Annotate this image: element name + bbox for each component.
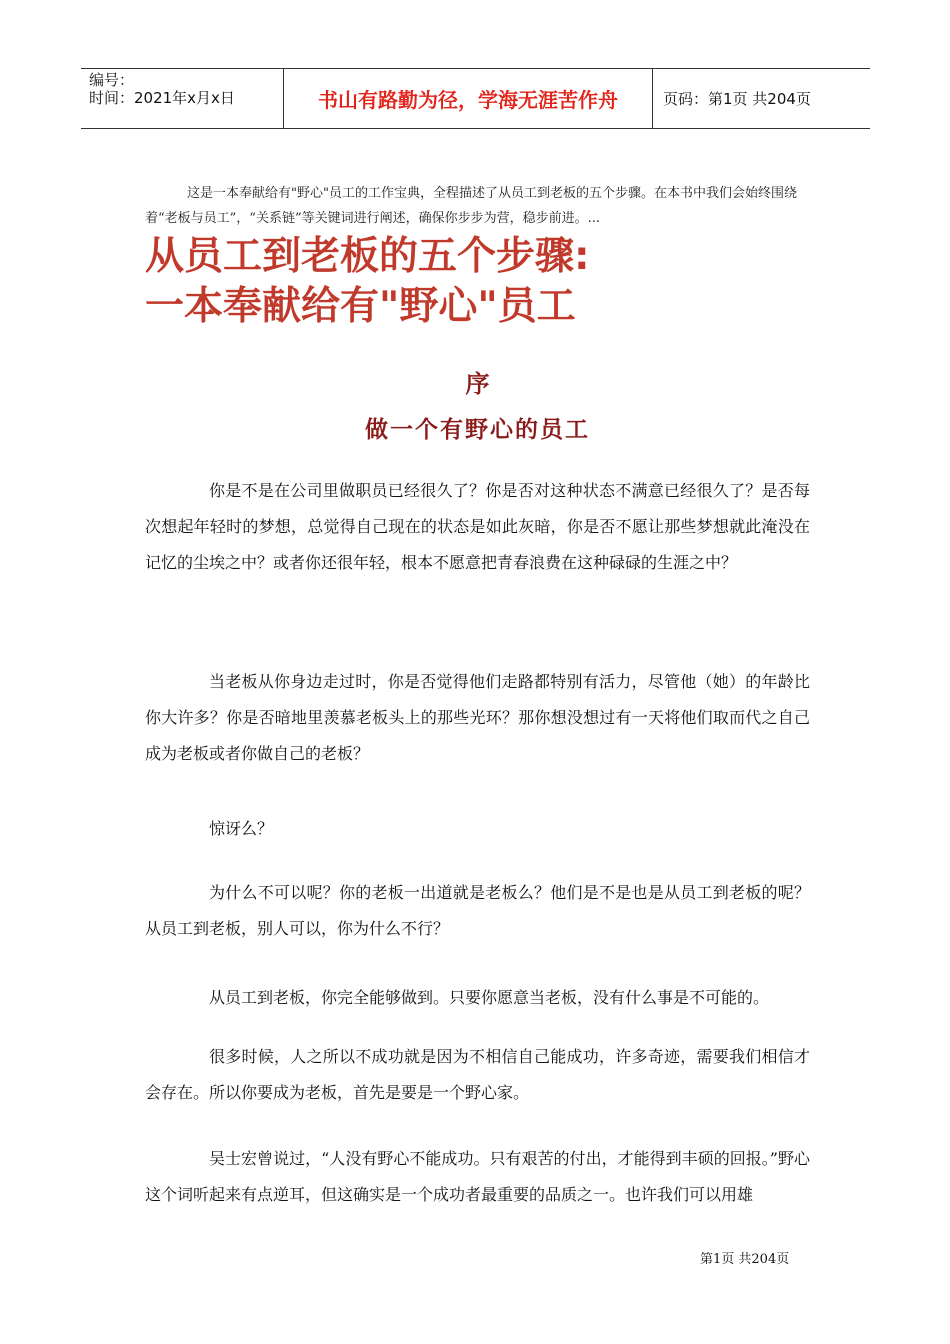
body-paragraph-6 — [145, 1039, 810, 1111]
body-paragraph-7 — [145, 1141, 810, 1213]
header-page-info: 页码：第1页 共204页 — [663, 90, 811, 108]
paragraph-text: 为什么不可以呢？你的老板一出道就是老板么？他们是不是也是从员工到老板的呢？从员工到老板，别人可以，你为什么不行？ — [145, 883, 810, 938]
paragraph-text: 惊讶么？ — [209, 819, 274, 838]
paragraph-text: 当老板从你身边走过时，你是否觉得他们走路都特别有活力，尽管他（她）的年龄比你大许多？你是否暗地里羡慕老板头上的那些光环？那你想没想过有一天将他们取而代之自己成为老板或者你做自己的老板？ — [145, 672, 810, 763]
document-date-label: 时间：2021年x月x日 — [89, 89, 235, 107]
paragraph-text: 从员工到老板，你完全能够做到。只要你愿意当老板，没有什么事是不可能的。 — [209, 988, 770, 1007]
header-table — [81, 68, 870, 129]
intro-summary — [145, 181, 810, 231]
body-paragraph-1 — [145, 473, 810, 581]
header-motto: 书山有路勤为径，学海无涯苦作舟 — [283, 69, 653, 128]
book-title-line-1: 从员工到老板的五个步骤: — [145, 234, 590, 279]
book-title — [145, 232, 845, 332]
book-title-line-2: 一本奉献给有"野心"员工 — [145, 284, 576, 329]
footer-page-number: 第1页 共204页 — [700, 1252, 790, 1267]
paragraph-text: 你是不是在公司里做职员已经很久了？你是否对这种状态不满意已经很久了？是否每次想起年轻时的梦想，总觉得自己现在的状态是如此灰暗，你是否不愿让那些梦想就此淹没在记忆的尘埃之中？或者你还很年轻，根本不愿意把青春浪费在这种碌碌的生涯之中？ — [145, 481, 810, 572]
header-meta-cell — [81, 69, 283, 128]
preface-title: 做一个有野心的员工 — [365, 416, 590, 443]
body-paragraph-4 — [145, 875, 810, 947]
document-number-label: 编号： — [89, 71, 135, 89]
body-paragraph-5 — [145, 980, 810, 1016]
paragraph-text: 吴士宏曾说过，“人没有野心不能成功。只有艰苦的付出，才能得到丰硕的回报。”野心这个词听起来有点逆耳，但这确实是一个成功者最重要的品质之一。也许我们可以用雄 — [145, 1149, 810, 1204]
body-paragraph-3 — [145, 811, 810, 847]
body-paragraph-2 — [145, 664, 810, 772]
preface-label: 序 — [465, 369, 490, 398]
intro-text: 这是一本奉献给有"野心"员工的工作宝典，全程描述了从员工到老板的五个步骤。在本书中我们会始终围绕着“老板与员工”，“关系链”等关键词进行阐述，确保你步步为营，稳步前进。... — [145, 186, 797, 226]
paragraph-text: 很多时候，人之所以不成功就是因为不相信自己能成功，许多奇迹，需要我们相信才会存在。所以你要成为老板，首先是要是一个野心家。 — [145, 1047, 810, 1102]
